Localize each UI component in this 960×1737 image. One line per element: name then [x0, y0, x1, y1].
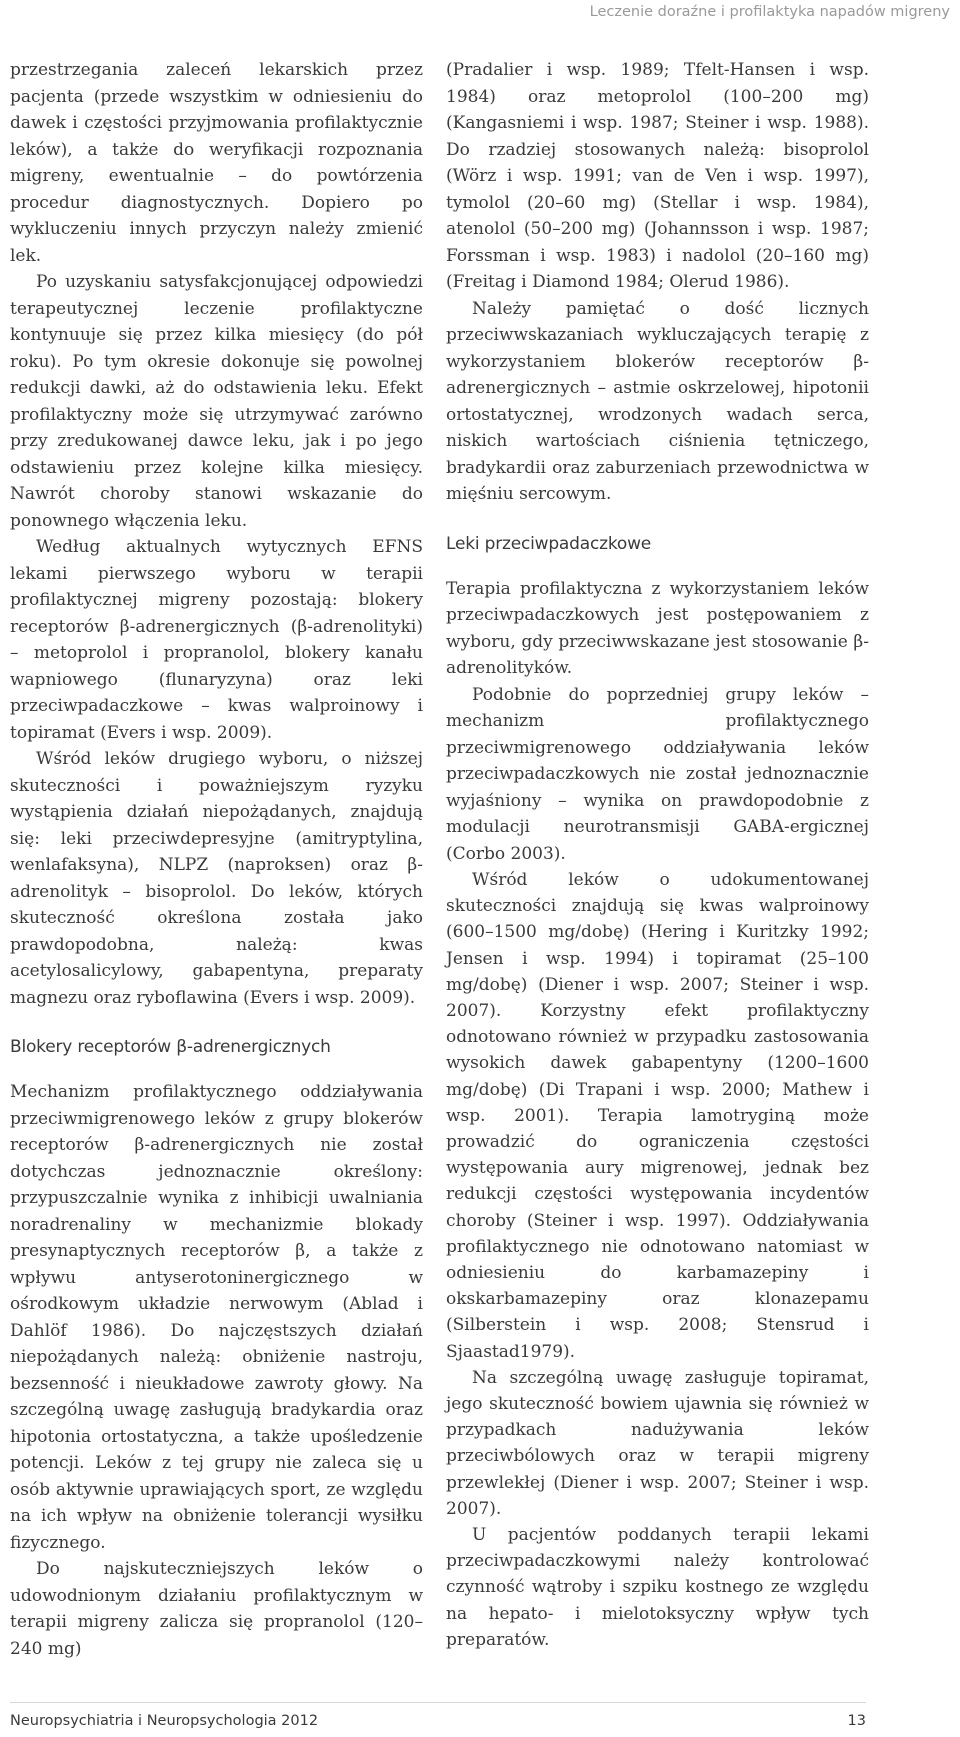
paragraph: przestrzegania zaleceń lekarskich przez pacjenta (przede wszystkim w odniesieniu do dawek i częstości przyjmowania profilaktycznie leków), a także do weryfikacji rozpoznania migreny, ewentualnie – do powtórzenia procedur diagnostycznych. Dopiero po wykluczeniu innych przyczyn należy zmienić lek.: [10, 60, 423, 266]
paragraph: Należy pamiętać o dość licznych przeciwwskazaniach wykluczających terapię z wykorzystaniem blokerów receptorów β-adrenergicznych – astmie oskrzelowej, hipotonii ortostatycznej, wrodzonych wadach serca, niskich wartościach ciśnienia tętniczego, bradykardii oraz zaburzeniach przewodnictwa w mięśniu sercowym.: [446, 298, 869, 504]
footer-journal-title: Neuropsychiatria i Neuropsychologia 2012: [10, 1713, 319, 1729]
paragraph: Według aktualnych wytycznych EFNS lekami pierwszego wyboru w terapii profilaktycznej migreny pozostają: blokery receptorów β-adrenergicznych (β-adrenolityki) – metoprolol i propranolol, blokery kanału wapniowego (flunaryzyna) oraz leki przeciwpadaczkowe – kwas walproinowy i topiramat (Evers i wsp. 2009).: [10, 537, 423, 743]
paragraph: Po uzyskaniu satysfakcjonującej odpowiedzi terapeutycznej leczenie profilaktyczne kontynuuje się przez kilka miesięcy (do pół roku). Po tym okresie dokonuje się powolnej redukcji dawki, aż do odstawienia leku. Efekt profilaktyczny może się utrzymywać zarówno przy zredukowanej dawce leku, jak i po jego odstawieniu przez kolejne kilka miesięcy. Nawrót choroby stanowi wskazanie do ponownego włączenia leku.: [10, 272, 423, 531]
page-number: 13: [847, 1713, 866, 1729]
paragraph: Wśród leków o udokumentowanej skuteczności znajdują się kwas walproinowy (600–1500 mg/dobę) (Hering i Kuritzky 1992; Jensen i wsp. 1994) i topiramat (25–100 mg/dobę) (Diener i wsp. 2007; Steiner i wsp. 2007). Korzystny efekt profilaktyczny odnotowano również w przypadku zastosowania wysokich dawek gabapentyny (1200–1600 mg/dobę) (Di Trapani i wsp. 2000; Mathew i wsp. 2001). Terapia lamotryginą może prowadzić do ograniczenia częstości występowania aury migrenowej, jednak bez redukcji częstości występowania incydentów choroby (Steiner i wsp. 1997). Oddziaływania profilaktycznego nie odnotowano natomiast w odniesieniu do karbamazepiny i okskarbamazepiny oraz klonazepamu (Silberstein i wsp. 2008; Stensrud i Sjaastad1979).: [446, 870, 869, 1362]
running-title: Leczenie doraźne i profilaktyka napadów migreny: [589, 4, 950, 20]
section-heading: Leki przeciwpadaczkowe: [446, 533, 652, 554]
section-heading: Blokery receptorów β-adrenergicznych: [10, 1037, 331, 1057]
paragraph: Terapia profilaktyczna z wykorzystaniem leków przeciwpadaczkowych jest postępowaniem z wyboru, gdy przeciwwskazane jest stosowanie β-adrenolityków.: [446, 578, 869, 678]
paragraph: Wśród leków drugiego wyboru, o niższej skuteczności i poważniejszym ryzyku wystąpienia działań niepożądanych, znajdują się: leki przeciwdepresyjne (amitryptylina, wenlafaksyna), NLPZ (naproksen) oraz β-adrenolityk – bisoprolol. Do leków, których skuteczność określona została jako prawdopodobna, należą: kwas acetylosalicylowy, gabapentyna, preparaty magnezu oraz ryboflawina (Evers i wsp. 2009).: [10, 749, 423, 1008]
paragraph: Podobnie do poprzedniej grupy leków – mechanizm profilaktycznego przeciwmigrenowego oddziaływania leków przeciwpadaczkowych nie został jednoznacznie wyjaśniony – wynika on prawdopodobnie z modulacji neurotransmisji GABA-ergicznej (Corbo 2003).: [446, 684, 869, 864]
left-column: [10, 57, 423, 1662]
paragraph: Mechanizm profilaktycznego oddziaływania przeciwmigrenowego leków z grupy blokerów receptorów β-adrenergicznych nie został dotychczas jednoznacznie określony: przypuszczalnie wynika z inhibicji uwalniania noradrenaliny w mechanizmie blokady presynaptycznych receptorów β, a także z wpływu antyserotoninergicznego w ośrodkowym układzie nerwowym (Ablad i Dahlöf 1986). Do najczęstszych działań niepożądanych należą: obniżenie nastroju, bezsenność i nieukładowe zawroty głowy. Na szczególną uwagę zasługują bradykardia oraz hipotonia ortostatyczna, a także upośledzenie potencji. Leków z tej grupy nie zaleca się u osób aktywnie uprawiających sport, ze względu na ich wpływ na obniżenie tolerancji wysiłku fizycznego.: [10, 1082, 423, 1553]
footer-divider: [10, 1702, 866, 1703]
paragraph: U pacjentów poddanych terapii lekami przeciwpadaczkowymi należy kontrolować czynność wątroby i szpiku kostnego ze względu na hepato- i mielotoksyczny wpływ tych preparatów.: [446, 1525, 869, 1650]
right-column: [446, 57, 869, 1653]
paragraph: Do najskuteczniejszych leków o udowodnionym działaniu profilaktycznym w terapii migreny zalicza się propranolol (120–240 mg): [10, 1559, 423, 1659]
paragraph: Na szczególną uwagę zasługuje topiramat, jego skuteczność bowiem ujawnia się również w przypadkach nadużywania leków przeciwbólowych oraz w terapii migreny przewlekłej (Diener i wsp. 2007; Steiner i wsp. 2007).: [446, 1367, 869, 1519]
paragraph: (Pradalier i wsp. 1989; Tfelt-Hansen i wsp. 1984) oraz metoprolol (100–200 mg) (Kangasniemi i wsp. 1987; Steiner i wsp. 1988). Do rzadziej stosowanych należą: bisoprolol (Wörz i wsp. 1991; van de Ven i wsp. 1997), tymolol (20–60 mg) (Stellar i wsp. 1984), atenolol (50–200 mg) (Johannsson i wsp. 1987; Forssman i wsp. 1983) i nadolol (20–160 mg) (Freitag i Diamond 1984; Olerud 1986).: [446, 60, 869, 292]
